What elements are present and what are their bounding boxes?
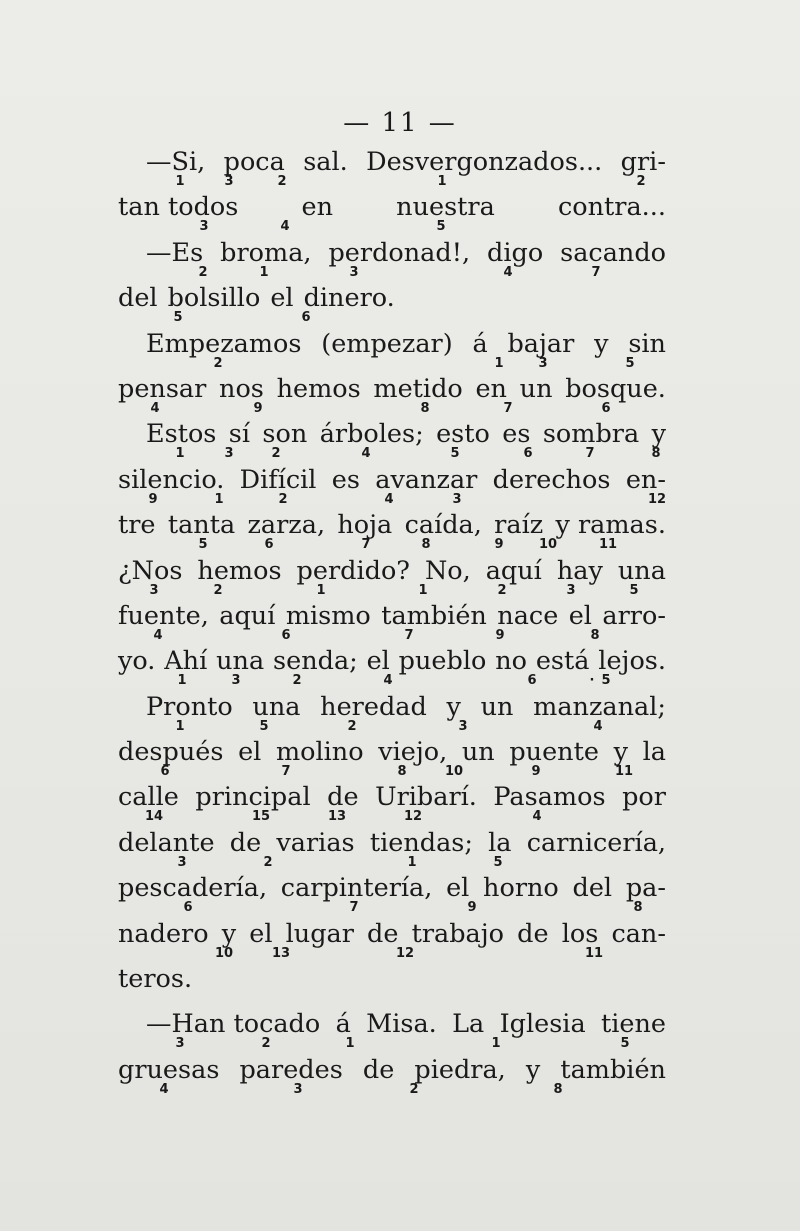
order-number: 4 — [159, 1081, 169, 1097]
word: Pronto — [146, 691, 233, 722]
word: hemos — [197, 555, 282, 586]
word: sacando — [560, 237, 666, 268]
line-words — [118, 418, 666, 450]
word: dinero. — [303, 283, 395, 314]
order-number: 1 — [316, 582, 326, 598]
word: hemos — [276, 373, 361, 404]
word: en — [475, 373, 507, 404]
text-line — [118, 146, 666, 191]
word: molino — [275, 737, 364, 768]
text-line — [118, 645, 666, 690]
word: Desvergonzados... — [366, 147, 603, 177]
word: Pasamos — [493, 782, 606, 813]
order-number: 8 — [421, 537, 431, 553]
word: avanzar — [375, 464, 478, 495]
text-line — [118, 918, 666, 963]
word: Misa. — [366, 1009, 437, 1040]
word: sal. — [303, 147, 348, 177]
word: y — [651, 419, 666, 450]
order-numbers — [118, 311, 666, 325]
word: piedra, — [414, 1054, 506, 1085]
text-line — [118, 191, 666, 236]
text-line — [118, 1054, 666, 1099]
word: aquí — [485, 555, 542, 586]
order-number: 7 — [361, 537, 371, 553]
order-number: 2 — [277, 174, 287, 189]
word: está — [535, 646, 590, 677]
word: de — [362, 1054, 395, 1085]
text-line — [118, 781, 666, 826]
word: y ramas. — [555, 510, 666, 541]
order-number: 6 — [523, 446, 533, 462]
word: de — [327, 782, 359, 813]
word: paredes — [239, 1054, 343, 1085]
word: viejo, — [378, 737, 448, 768]
order-number: 6 — [301, 310, 311, 326]
order-number: 4 — [532, 809, 542, 825]
word: hoja — [337, 510, 393, 541]
order-number: 9 — [494, 537, 504, 553]
text-block — [118, 146, 666, 1099]
order-number: 6 — [527, 673, 537, 689]
word: un — [461, 737, 495, 768]
order-numbers — [118, 765, 666, 779]
text-line — [118, 691, 666, 736]
order-number: 13 — [271, 945, 291, 961]
text-line — [118, 282, 666, 327]
order-number: 6 — [160, 764, 170, 780]
word: á — [472, 328, 488, 359]
order-number: 9 — [467, 900, 477, 916]
word: también — [381, 600, 487, 631]
order-number: 14 — [144, 809, 164, 825]
word: el — [270, 283, 294, 314]
word: —Si, — [146, 147, 206, 177]
word: heredad — [320, 691, 427, 722]
word: carnicería, — [526, 827, 666, 858]
order-number: 10 — [444, 764, 464, 780]
text-line — [118, 827, 666, 872]
order-number: 1 — [491, 1036, 501, 1052]
order-number: 7 — [591, 264, 601, 280]
order-number: 5 — [601, 673, 611, 689]
text-line — [118, 736, 666, 781]
order-number: 1 — [175, 174, 185, 189]
order-number: 9 — [531, 764, 541, 780]
word: horno — [483, 873, 559, 904]
word: Iglesia — [499, 1009, 586, 1040]
text-line — [118, 872, 666, 917]
order-number: 3 — [452, 491, 462, 507]
word: fuente, — [118, 600, 209, 631]
word: es — [331, 464, 360, 495]
text-line — [118, 1008, 666, 1053]
word: gruesas — [118, 1054, 220, 1085]
order-number: 5 — [625, 355, 635, 371]
order-number: 5 — [436, 219, 446, 235]
order-number: 3 — [199, 219, 209, 235]
word: —Han tocado — [146, 1009, 321, 1040]
order-number: 4 — [280, 219, 290, 235]
order-number: 2 — [636, 174, 646, 189]
word: esto — [436, 419, 490, 450]
order-numbers — [118, 810, 666, 824]
word: el — [249, 918, 273, 949]
word: y — [525, 1054, 541, 1085]
word: zarza, — [247, 510, 326, 541]
line-words — [118, 1054, 666, 1086]
text-line — [118, 418, 666, 463]
line-words — [118, 373, 666, 405]
order-number: 3 — [175, 1036, 185, 1052]
word: ¿Nos — [118, 555, 183, 586]
word: puente — [509, 737, 599, 768]
order-number: 10 — [214, 945, 234, 961]
word: lejos. — [598, 646, 666, 677]
order-number: 2 — [261, 1036, 271, 1052]
order-number: 1 — [437, 174, 447, 189]
order-number: 1 — [407, 854, 417, 870]
word: principal — [195, 782, 311, 813]
word: Uribarí. — [375, 782, 477, 813]
word: la — [488, 827, 512, 858]
word: tiene — [600, 1009, 666, 1040]
order-numbers — [118, 266, 666, 280]
word: broma, — [220, 237, 312, 268]
order-number: 4 — [150, 400, 160, 416]
order-number: 3 — [293, 1081, 303, 1097]
page-number: — 11 — — [343, 108, 457, 138]
order-number: 3 — [149, 582, 159, 598]
line-words — [118, 781, 666, 813]
word: pa- — [625, 873, 666, 904]
word: senda; — [273, 646, 358, 677]
word: carpintería, — [280, 873, 433, 904]
order-number: 8 — [633, 900, 643, 916]
word: el — [446, 873, 470, 904]
order-number: 4 — [361, 446, 371, 462]
order-number: 11 — [584, 945, 604, 961]
order-numbers — [118, 220, 666, 234]
order-number: 5 — [173, 310, 183, 326]
word: nadero — [118, 918, 209, 949]
order-number: 1 — [214, 491, 224, 507]
order-number: 3 — [177, 854, 187, 870]
order-number: 1 — [418, 582, 428, 598]
order-number: 3 — [566, 582, 576, 598]
word: contra... — [557, 192, 666, 223]
order-number: 3 — [538, 355, 548, 371]
word: gri- — [620, 147, 666, 177]
text-line — [118, 963, 666, 1008]
line-words — [118, 1008, 666, 1040]
word: una — [216, 646, 265, 677]
order-numbers — [118, 856, 666, 870]
word: bajar — [507, 328, 575, 359]
line-words — [118, 918, 666, 950]
word: y — [594, 328, 609, 359]
order-number: 1 — [175, 446, 185, 462]
order-number: 2 — [292, 673, 302, 689]
word: caída, — [404, 510, 482, 541]
word: también — [560, 1054, 666, 1085]
order-number: 8 — [590, 627, 600, 643]
word: el — [238, 737, 262, 768]
line-words — [118, 691, 666, 723]
word: tre — [118, 510, 156, 541]
word: por — [622, 782, 666, 813]
order-number: 2 — [198, 264, 208, 280]
order-number: 9 — [148, 491, 158, 507]
order-number: 6 — [183, 900, 193, 916]
word: del — [118, 283, 158, 314]
text-line — [118, 555, 666, 600]
order-number: 7 — [404, 627, 414, 643]
order-number: 11 — [614, 764, 634, 780]
word: Empezamos — [146, 328, 302, 359]
line-words — [118, 282, 666, 314]
word: y — [613, 737, 628, 768]
word: son — [262, 419, 308, 450]
line-words — [118, 963, 666, 995]
word: sombra — [542, 419, 640, 450]
order-number: 3 — [349, 264, 359, 280]
order-number: 7 — [585, 446, 595, 462]
order-number: 5 — [620, 1036, 630, 1052]
word: y — [446, 691, 461, 722]
order-number: 2 — [497, 582, 507, 598]
order-number: 4 — [383, 673, 393, 689]
word: arro- — [602, 600, 666, 631]
order-number: 8 — [420, 400, 430, 416]
word: pueblo — [398, 646, 487, 677]
order-number: 6 — [264, 537, 274, 553]
word: (empezar) — [321, 328, 453, 359]
word: pescadería, — [118, 873, 268, 904]
order-number: 4 — [153, 627, 163, 643]
order-numbers — [118, 402, 666, 416]
word: perdonad!, — [328, 237, 471, 268]
order-number: 2 — [347, 718, 357, 734]
word: un — [480, 691, 514, 722]
word: aquí — [219, 600, 276, 631]
word: no — [495, 646, 527, 677]
order-number: 6 — [601, 400, 611, 416]
order-number: 7 — [281, 764, 291, 780]
word: Estos — [146, 419, 217, 450]
word: derechos — [492, 464, 611, 495]
order-number: 2 — [278, 491, 288, 507]
order-number: 15 — [251, 809, 271, 825]
order-numbers — [118, 357, 666, 371]
order-number: 9 — [253, 400, 263, 416]
word: de — [229, 827, 262, 858]
word: perdido? — [296, 555, 410, 586]
order-numbers — [118, 493, 666, 507]
order-number: 5 — [629, 582, 639, 598]
word: del — [572, 873, 613, 904]
order-numbers — [118, 720, 666, 734]
order-numbers — [118, 447, 666, 461]
word: teros. — [118, 964, 193, 995]
word: bolsillo — [167, 283, 261, 314]
text-line — [118, 328, 666, 373]
order-number: 12 — [647, 491, 667, 507]
order-numbers — [118, 584, 666, 598]
order-number: 4 — [384, 491, 394, 507]
word: calle — [118, 782, 179, 813]
line-words — [118, 827, 666, 859]
word: y — [221, 918, 237, 949]
order-number: 5 — [259, 718, 269, 734]
word: —Es — [146, 237, 204, 268]
order-number: 5 — [493, 854, 503, 870]
order-number: 5 — [198, 537, 208, 553]
word: una — [617, 555, 666, 586]
order-number: 2 — [409, 1081, 419, 1097]
word: nos — [219, 373, 264, 404]
order-number: 6 — [281, 627, 291, 643]
word: tiendas; — [369, 827, 473, 858]
word: es — [502, 419, 531, 450]
order-number: 8 — [651, 446, 661, 462]
order-number: 3 — [224, 174, 234, 189]
text-line — [118, 237, 666, 282]
order-number: 3 — [458, 718, 468, 734]
word: sin — [628, 328, 666, 359]
word: yo. — [118, 646, 156, 677]
order-number: 1 — [345, 1036, 355, 1052]
order-number: 1 — [494, 355, 504, 371]
word: bosque. — [565, 373, 666, 404]
word: un — [519, 373, 553, 404]
order-numbers — [118, 992, 666, 1006]
word: tanta — [167, 510, 236, 541]
line-words — [118, 872, 666, 904]
text-line — [118, 373, 666, 418]
order-number: 10 — [538, 537, 558, 553]
word: árboles; — [319, 419, 424, 450]
order-number: 2 — [213, 355, 223, 371]
order-number: 1 — [259, 264, 269, 280]
word: la — [642, 737, 666, 768]
order-number: 8 — [553, 1081, 563, 1097]
word: de — [517, 918, 549, 949]
word: pensar — [118, 373, 207, 404]
word: sí — [228, 419, 251, 450]
line-words — [118, 146, 666, 178]
word: metido — [373, 373, 463, 404]
word: los — [561, 918, 599, 949]
word: en — [301, 192, 333, 223]
text-line — [118, 464, 666, 509]
line-words — [118, 736, 666, 768]
word: can- — [611, 918, 666, 949]
order-number: 2 — [271, 446, 281, 462]
word: No, — [424, 555, 471, 586]
order-number: 8 — [397, 764, 407, 780]
order-numbers — [118, 1083, 666, 1097]
order-numbers — [118, 901, 666, 915]
word: el — [366, 646, 390, 677]
word: manzanal; — [533, 691, 666, 722]
order-number: 3 — [231, 673, 241, 689]
line-words — [118, 328, 666, 360]
line-words — [118, 555, 666, 587]
word: á — [335, 1009, 351, 1040]
order-number: 11 — [598, 537, 618, 553]
word: trabajo — [411, 918, 505, 949]
order-numbers — [118, 947, 666, 961]
word: hay — [556, 555, 603, 586]
word: en- — [625, 464, 666, 495]
word: nace — [497, 600, 559, 631]
order-number: 4 — [593, 718, 603, 734]
order-numbers — [118, 175, 666, 189]
order-number: 2 — [263, 854, 273, 870]
word: raíz — [494, 510, 544, 541]
order-number: 13 — [327, 809, 347, 825]
order-number: 2 — [213, 582, 223, 598]
order-numbers — [118, 629, 666, 643]
order-number: 5 — [450, 446, 460, 462]
word: delante — [118, 827, 215, 858]
order-number: 7 — [349, 900, 359, 916]
order-number: 1 — [175, 718, 185, 734]
text-line — [118, 600, 666, 645]
order-number: 7 — [503, 400, 513, 416]
order-numbers — [118, 674, 666, 688]
order-number: 4 — [503, 264, 513, 280]
order-number: 9 — [495, 627, 505, 643]
order-number: 12 — [395, 945, 415, 961]
line-words — [118, 600, 666, 632]
order-number: · — [589, 673, 595, 689]
text-line — [118, 509, 666, 554]
word: Difícil — [239, 464, 317, 495]
order-number: 3 — [224, 446, 234, 462]
word: lugar — [285, 918, 354, 949]
word: después — [118, 737, 224, 768]
word: digo — [487, 237, 544, 268]
word: La — [452, 1009, 485, 1040]
word: Ahí — [164, 646, 208, 677]
word: nuestra — [396, 192, 495, 223]
order-number: 12 — [403, 809, 423, 825]
word: silencio. — [118, 464, 225, 495]
order-numbers — [118, 538, 666, 552]
order-number: 1 — [177, 673, 187, 689]
word: mismo — [285, 600, 371, 631]
word: varias — [276, 827, 355, 858]
order-numbers — [118, 1037, 666, 1051]
word: el — [568, 600, 592, 631]
word: de — [367, 918, 399, 949]
word: poca — [223, 147, 285, 177]
word: una — [252, 691, 301, 722]
word: tan todos — [118, 192, 239, 223]
